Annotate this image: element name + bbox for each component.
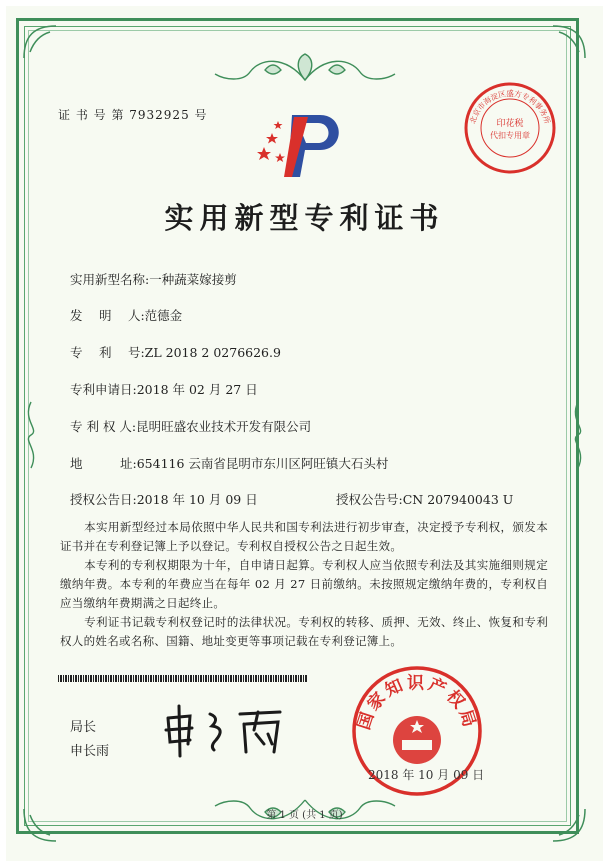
- field-filing-date-value: 2018 年 02 月 27 日: [136, 382, 258, 397]
- field-patent-no-label: 专 利 号:: [70, 345, 145, 360]
- field-name-label: 实用新型名称:: [70, 272, 150, 287]
- field-patentee-value: 昆明旺盛农业技术开发有限公司: [136, 419, 312, 434]
- paragraph-grant: 本实用新型经过本局依照中华人民共和国专利法进行初步审查，决定授予专利权，颁发本证书并在专利登记簿上予以登记。专利权自授权公告之日起生效。: [60, 520, 548, 553]
- field-name-value: 一种蔬菜嫁接剪: [149, 272, 237, 287]
- field-filing-date-row: [70, 380, 258, 398]
- document-title: 实用新型专利证书: [164, 201, 445, 235]
- tax-stamp-line1: 印花税: [496, 119, 524, 129]
- field-name-row: [70, 270, 237, 288]
- field-announce-no-row: [336, 490, 513, 508]
- field-inventor-row: [70, 306, 182, 324]
- seal-text: 国家知识产权局: [354, 673, 480, 733]
- field-filing-date-label: 专利申请日:: [70, 382, 137, 397]
- ornament-top-icon: [205, 50, 405, 90]
- field-patentee-row: [70, 417, 311, 435]
- page-number: 第 1 页 (共 1 页): [266, 810, 343, 821]
- ornament-left-icon: [20, 400, 42, 470]
- field-announce-date-value: 2018 年 10 月 09 日: [136, 492, 258, 507]
- field-patent-no-row: [70, 343, 281, 361]
- field-announce-no-label: 授权公告号:: [336, 492, 403, 507]
- corner-ornament-icon: [20, 22, 60, 62]
- ornament-right-icon: [567, 400, 589, 470]
- tax-stamp: [462, 80, 558, 176]
- national-emblem-icon: [393, 716, 441, 764]
- field-inventor-value: 范德金: [144, 308, 183, 323]
- field-address-row: [70, 454, 388, 472]
- field-announce-date-label: 授权公告日:: [70, 492, 137, 507]
- field-address-label: 地 址:: [70, 456, 137, 471]
- field-patent-no-value: ZL 2018 2 0276626.9: [144, 345, 281, 360]
- paragraph-term: 本专利的专利权期限为十年，自申请日起算。专利权人应当依照专利法及其实施细则规定缴纳年费。本专利的年费应当在每年 02 月 27 日前缴纳。未按照规定缴纳年费的，专利权自应当缴纳年费期满之日起终止。: [60, 558, 548, 610]
- seal-date: 2018 年 10 月 09 日: [368, 768, 485, 782]
- certificate-number: 证 书 号 第 7932925 号: [58, 108, 208, 122]
- signature-name: 申长雨: [70, 744, 110, 759]
- cnipa-logo-icon: [250, 105, 350, 180]
- paragraph-legal-status: 专利证书记载专利权登记时的法律状况。专利权的转移、质押、无效、终止、恢复和专利权人的姓名或名称、国籍、地址变更等事项记载在专利登记簿上。: [60, 615, 548, 648]
- field-patentee-label: 专 利 权 人:: [70, 419, 137, 434]
- signature-title: 局长: [70, 720, 97, 735]
- tax-stamp-outer-text: 北京市海淀区盛方专利事务所: [467, 88, 553, 125]
- field-address-value: 654116 云南省昆明市东川区阿旺镇大石头村: [136, 456, 389, 471]
- barcode: [58, 675, 308, 682]
- field-announce-no-value: CN 207940043 U: [402, 492, 514, 507]
- handwritten-signature: [160, 700, 300, 760]
- tax-stamp-line2: 代扣专用章: [490, 131, 530, 140]
- field-inventor-label: 发 明 人:: [70, 308, 145, 323]
- corner-ornament-icon: [549, 22, 589, 62]
- field-announce-date-row: [70, 490, 258, 508]
